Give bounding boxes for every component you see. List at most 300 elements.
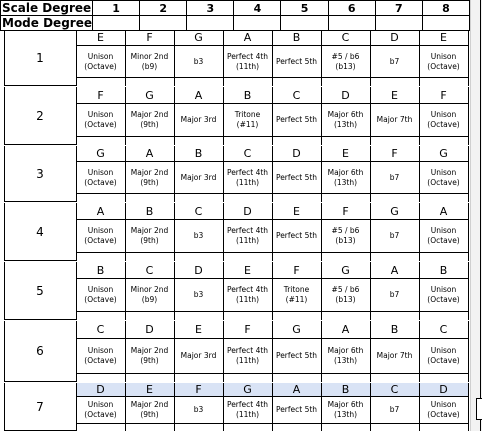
note-cell[interactable]: E [370,87,419,104]
interval-cell[interactable] [419,104,468,137]
empty-cell[interactable] [223,78,272,86]
interval-name: Major 2nd [130,226,169,236]
note-row [0,30,468,46]
interval-extension: (Octave) [427,410,460,420]
note-cell[interactable]: F [370,146,419,162]
note-cell[interactable]: C [76,321,125,338]
interval-name: Perfect 5th [275,350,318,360]
interval-extension: (b9) [141,61,158,71]
note-cell[interactable]: F [125,30,174,46]
note-row [0,262,468,279]
empty-cell[interactable] [174,424,223,431]
interval-name: Minor 2nd [130,51,169,61]
interval-name: Major 3rd [180,350,217,360]
note-cell[interactable]: E [174,321,223,338]
note-cell[interactable]: E [76,30,125,46]
interval-extension: (Octave) [84,61,117,71]
degree-header[interactable]: 2 [140,1,187,16]
note-row [0,87,468,104]
interval-cell[interactable] [272,397,321,424]
interval-cell[interactable] [419,338,468,373]
interval-cell[interactable] [76,397,125,424]
note-cell[interactable]: B [125,203,174,220]
note-cell[interactable]: E [223,262,272,279]
interval-cell[interactable] [76,104,125,137]
scale-degree-label: Scale Degree [2,1,92,15]
interval-cell[interactable] [223,46,272,78]
interval-extension: (13th) [333,355,358,365]
mode-degree-row [1,16,470,31]
interval-name: b3 [193,56,204,66]
empty-cell[interactable] [321,312,370,320]
note-cell[interactable]: E [419,30,468,46]
interval-cell[interactable] [321,162,370,194]
note-cell[interactable]: G [419,146,468,162]
interval-extension: (13th) [333,120,358,130]
empty-cell[interactable] [223,312,272,320]
interval-extension: (Octave) [84,236,117,246]
interval-extension: (11th) [235,177,260,187]
empty-cell[interactable] [272,137,321,145]
note-cell[interactable]: B [370,321,419,338]
note-cell[interactable]: A [321,321,370,338]
interval-extension: (b13) [335,236,356,246]
note-cell[interactable]: B [174,146,223,162]
note-cell[interactable]: F [174,383,223,397]
interval-name: #5 / b6 [331,51,360,61]
empty-cell[interactable] [272,194,321,202]
empty-cell[interactable] [174,312,223,320]
interval-extension: (11th) [235,236,260,246]
interval-name: Perfect 5th [275,56,318,66]
empty-cell[interactable] [370,194,419,202]
note-cell[interactable]: C [125,262,174,279]
interval-name: Unison [430,51,457,61]
sheet-edge-line [480,0,481,431]
note-cell[interactable]: C [370,383,419,397]
degree-header[interactable]: 7 [375,1,422,16]
interval-extension: (9th) [140,120,159,130]
empty-cell[interactable] [140,16,187,31]
interval-cell[interactable] [321,279,370,312]
interval-cell[interactable] [321,397,370,424]
interval-extension: (9th) [140,177,159,187]
note-cell[interactable]: A [223,30,272,46]
empty-cell[interactable] [223,194,272,202]
interval-cell[interactable] [174,162,223,194]
empty-cell[interactable] [76,312,125,320]
empty-cell[interactable] [223,373,272,381]
interval-extension: (13th) [333,410,358,420]
interval-cell[interactable] [223,338,272,373]
note-cell[interactable]: A [174,87,223,104]
mode-number[interactable]: 1 [4,30,76,86]
empty-cell[interactable] [223,424,272,431]
interval-cell[interactable] [174,338,223,373]
note-cell[interactable]: G [223,383,272,397]
interval-cell[interactable] [223,162,272,194]
interval-extension: (b13) [335,295,356,305]
note-cell[interactable]: F [76,87,125,104]
empty-cell[interactable] [321,78,370,86]
note-row [0,321,468,338]
note-cell[interactable]: B [321,383,370,397]
note-cell[interactable]: G [321,262,370,279]
interval-cell[interactable] [419,220,468,253]
empty-cell[interactable] [125,253,174,261]
empty-cell[interactable] [92,16,139,31]
interval-name: Unison [87,285,114,295]
mode-number[interactable]: 3 [4,146,76,202]
interval-cell[interactable] [272,220,321,253]
interval-name: Perfect 4th [226,51,269,61]
interval-cell[interactable] [125,338,174,373]
interval-extension: (#11) [285,295,308,305]
interval-cell[interactable] [223,397,272,424]
empty-cell[interactable] [321,194,370,202]
interval-extension: (11th) [235,410,260,420]
empty-cell[interactable] [174,194,223,202]
interval-cell[interactable] [370,46,419,78]
note-cell[interactable]: D [419,383,468,397]
empty-cell[interactable] [370,253,419,261]
empty-cell[interactable] [419,424,468,431]
interval-name: b7 [389,290,400,300]
empty-cell[interactable] [125,137,174,145]
interval-cell[interactable] [125,220,174,253]
empty-cell[interactable] [234,16,281,31]
interval-name: Perfect 5th [275,115,318,125]
note-cell[interactable]: A [419,203,468,220]
note-cell[interactable]: E [272,203,321,220]
note-cell[interactable]: E [321,146,370,162]
interval-name: Perfect 4th [226,285,269,295]
empty-cell[interactable] [370,312,419,320]
mode-number[interactable]: 6 [4,321,76,382]
mode-number[interactable]: 4 [4,203,76,261]
interval-cell[interactable] [76,279,125,312]
interval-cell[interactable] [419,397,468,424]
selection-handle[interactable] [476,398,482,420]
interval-name: Unison [87,345,114,355]
note-cell[interactable]: D [125,321,174,338]
interval-cell[interactable] [76,162,125,194]
interval-cell[interactable] [76,220,125,253]
interval-name: Unison [430,345,457,355]
interval-cell[interactable] [370,397,419,424]
empty-cell[interactable] [272,424,321,431]
note-cell[interactable]: C [419,321,468,338]
note-cell[interactable]: B [76,262,125,279]
interval-extension: (13th) [333,177,358,187]
empty-cell[interactable] [321,424,370,431]
interval-name: b7 [389,231,400,241]
empty-cell[interactable] [272,373,321,381]
note-cell[interactable]: C [321,30,370,46]
interval-name: Minor 2nd [130,285,169,295]
mode-block-6 [0,321,469,382]
interval-extension: (9th) [140,236,159,246]
interval-name: b7 [389,405,400,415]
interval-name: b7 [389,172,400,182]
interval-extension: (Octave) [427,295,460,305]
interval-name: Major 6th [327,345,364,355]
note-cell[interactable]: A [370,262,419,279]
interval-extension: (Octave) [427,236,460,246]
empty-cell[interactable] [76,373,125,381]
empty-cell[interactable] [272,253,321,261]
scale-degree-row [1,1,470,16]
interval-name: Major 6th [327,400,364,410]
interval-extension: (Octave) [427,355,460,365]
interval-cell[interactable] [321,338,370,373]
empty-cell[interactable] [76,253,125,261]
interval-cell[interactable] [370,338,419,373]
interval-name: Major 2nd [130,400,169,410]
interval-extension: (Octave) [84,120,117,130]
empty-cell[interactable] [321,253,370,261]
interval-name: Perfect 5th [275,231,318,241]
interval-cell[interactable] [76,338,125,373]
interval-name: Perfect 4th [226,400,269,410]
interval-extension: (#11) [236,120,259,130]
note-cell[interactable]: D [174,262,223,279]
interval-extension: (b9) [141,295,158,305]
interval-name: Major 3rd [180,115,217,125]
interval-name: Unison [87,226,114,236]
note-cell[interactable]: A [76,203,125,220]
mode-number[interactable]: 5 [4,262,76,320]
note-row [0,146,468,162]
interval-cell[interactable] [174,397,223,424]
empty-cell[interactable] [321,137,370,145]
empty-cell[interactable] [272,78,321,86]
empty-cell[interactable] [223,253,272,261]
interval-cell[interactable] [125,104,174,137]
interval-extension: (11th) [235,295,260,305]
mode-block-4 [0,203,469,261]
note-cell[interactable]: C [174,203,223,220]
empty-cell[interactable] [125,194,174,202]
interval-name: b3 [193,290,204,300]
empty-cell[interactable] [370,137,419,145]
empty-cell[interactable] [419,373,468,381]
interval-cell[interactable] [125,397,174,424]
interval-cell[interactable] [125,46,174,78]
empty-cell[interactable] [375,16,422,31]
note-cell[interactable]: F [223,321,272,338]
empty-cell[interactable] [419,194,468,202]
interval-name: Unison [430,285,457,295]
note-cell[interactable]: B [272,30,321,46]
degree-header[interactable]: 8 [422,1,469,16]
interval-cell[interactable] [321,220,370,253]
empty-cell[interactable] [419,78,468,86]
note-cell[interactable]: F [419,87,468,104]
interval-extension: (9th) [140,355,159,365]
interval-name: Perfect 5th [275,405,318,415]
interval-extension: (b13) [335,61,356,71]
interval-name: #5 / b6 [331,285,360,295]
interval-name: Major 6th [327,110,364,120]
empty-cell[interactable] [76,424,125,431]
empty-cell[interactable] [419,137,468,145]
note-cell[interactable]: C [223,146,272,162]
interval-extension: (Octave) [84,355,117,365]
empty-cell[interactable] [174,373,223,381]
interval-name: Unison [87,167,114,177]
empty-cell[interactable] [76,78,125,86]
empty-cell[interactable] [174,253,223,261]
interval-extension: (Octave) [427,120,460,130]
empty-cell[interactable] [272,312,321,320]
empty-cell[interactable] [174,137,223,145]
interval-cell[interactable] [272,279,321,312]
interval-name: b3 [193,405,204,415]
mode-number[interactable]: 2 [4,87,76,145]
interval-name: Major 2nd [130,345,169,355]
interval-cell[interactable] [174,104,223,137]
interval-name: Major 7th [376,115,413,125]
empty-cell[interactable] [370,373,419,381]
mode-block-2 [0,87,469,145]
interval-name: Perfect 4th [226,345,269,355]
interval-cell[interactable] [223,104,272,137]
interval-cell[interactable] [272,46,321,78]
interval-cell[interactable] [419,279,468,312]
note-cell[interactable]: D [223,203,272,220]
note-cell[interactable]: G [125,87,174,104]
interval-extension: (Octave) [427,177,460,187]
interval-cell[interactable] [125,279,174,312]
empty-cell[interactable] [223,137,272,145]
empty-cell[interactable] [321,373,370,381]
interval-name: Unison [430,226,457,236]
interval-cell[interactable] [223,279,272,312]
empty-cell[interactable] [370,78,419,86]
note-row [0,203,468,220]
interval-extension: (11th) [235,355,260,365]
empty-cell[interactable] [419,312,468,320]
interval-cell[interactable] [419,46,468,78]
empty-cell[interactable] [419,253,468,261]
interval-name: Perfect 4th [226,167,269,177]
interval-name: b3 [193,231,204,241]
interval-cell[interactable] [370,104,419,137]
header-table [0,0,470,31]
mode-block-7 [0,383,469,431]
interval-name: Tritone [234,110,261,120]
interval-cell[interactable] [321,46,370,78]
note-row [0,383,468,397]
interval-name: Perfect 5th [275,172,318,182]
interval-name: #5 / b6 [331,226,360,236]
interval-cell[interactable] [174,220,223,253]
empty-cell[interactable] [125,312,174,320]
interval-extension: (Octave) [84,177,117,187]
empty-cell[interactable] [76,194,125,202]
interval-name: b7 [389,56,400,66]
interval-cell[interactable] [370,220,419,253]
interval-name: Major 6th [327,167,364,177]
note-cell[interactable]: G [76,146,125,162]
interval-cell[interactable] [272,104,321,137]
interval-extension: (Octave) [84,410,117,420]
empty-cell[interactable] [125,373,174,381]
mode-degree-label: Mode Degree [2,16,92,30]
empty-cell[interactable] [370,424,419,431]
empty-cell[interactable] [281,16,328,31]
note-cell[interactable]: D [76,383,125,397]
empty-cell[interactable] [125,78,174,86]
note-cell[interactable]: D [272,146,321,162]
interval-extension: (Octave) [84,295,117,305]
empty-cell[interactable] [328,16,375,31]
degree-header[interactable]: 5 [281,1,328,16]
degree-header[interactable]: 6 [328,1,375,16]
note-cell[interactable]: A [125,146,174,162]
empty-cell[interactable] [422,16,469,31]
degree-header[interactable]: 1 [92,1,139,16]
interval-cell[interactable] [223,220,272,253]
empty-cell[interactable] [125,424,174,431]
interval-name: Unison [87,400,114,410]
interval-name: Major 7th [376,350,413,360]
degree-header[interactable]: 3 [187,1,234,16]
interval-cell[interactable] [370,162,419,194]
note-cell[interactable]: G [174,30,223,46]
interval-name: Unison [430,110,457,120]
mode-block-1 [0,30,469,86]
interval-name: Unison [87,110,114,120]
interval-cell[interactable] [321,104,370,137]
note-cell[interactable]: D [321,87,370,104]
degree-header[interactable]: 4 [234,1,281,16]
note-cell[interactable]: F [321,203,370,220]
interval-extension: (11th) [235,61,260,71]
note-cell[interactable]: E [125,383,174,397]
interval-cell[interactable] [76,46,125,78]
interval-cell[interactable] [272,338,321,373]
note-cell[interactable]: C [272,87,321,104]
interval-cell[interactable] [125,162,174,194]
interval-name: Tritone [283,285,310,295]
interval-name: Unison [430,400,457,410]
empty-cell[interactable] [187,16,234,31]
interval-cell[interactable] [174,279,223,312]
interval-cell[interactable] [419,162,468,194]
note-cell[interactable]: B [223,87,272,104]
note-cell[interactable]: D [370,30,419,46]
mode-block-3 [0,146,469,202]
note-cell[interactable]: F [272,262,321,279]
interval-cell[interactable] [370,279,419,312]
mode-number[interactable]: 7 [4,383,76,431]
note-cell[interactable]: G [272,321,321,338]
note-cell[interactable]: G [370,203,419,220]
interval-name: Major 2nd [130,110,169,120]
empty-cell[interactable] [174,78,223,86]
note-cell[interactable]: B [419,262,468,279]
empty-cell[interactable] [76,137,125,145]
interval-cell[interactable] [272,162,321,194]
interval-extension: (Octave) [427,61,460,71]
interval-name: Major 3rd [180,172,217,182]
interval-extension: (9th) [140,410,159,420]
note-cell[interactable]: A [272,383,321,397]
interval-cell[interactable] [174,46,223,78]
interval-name: Major 2nd [130,167,169,177]
